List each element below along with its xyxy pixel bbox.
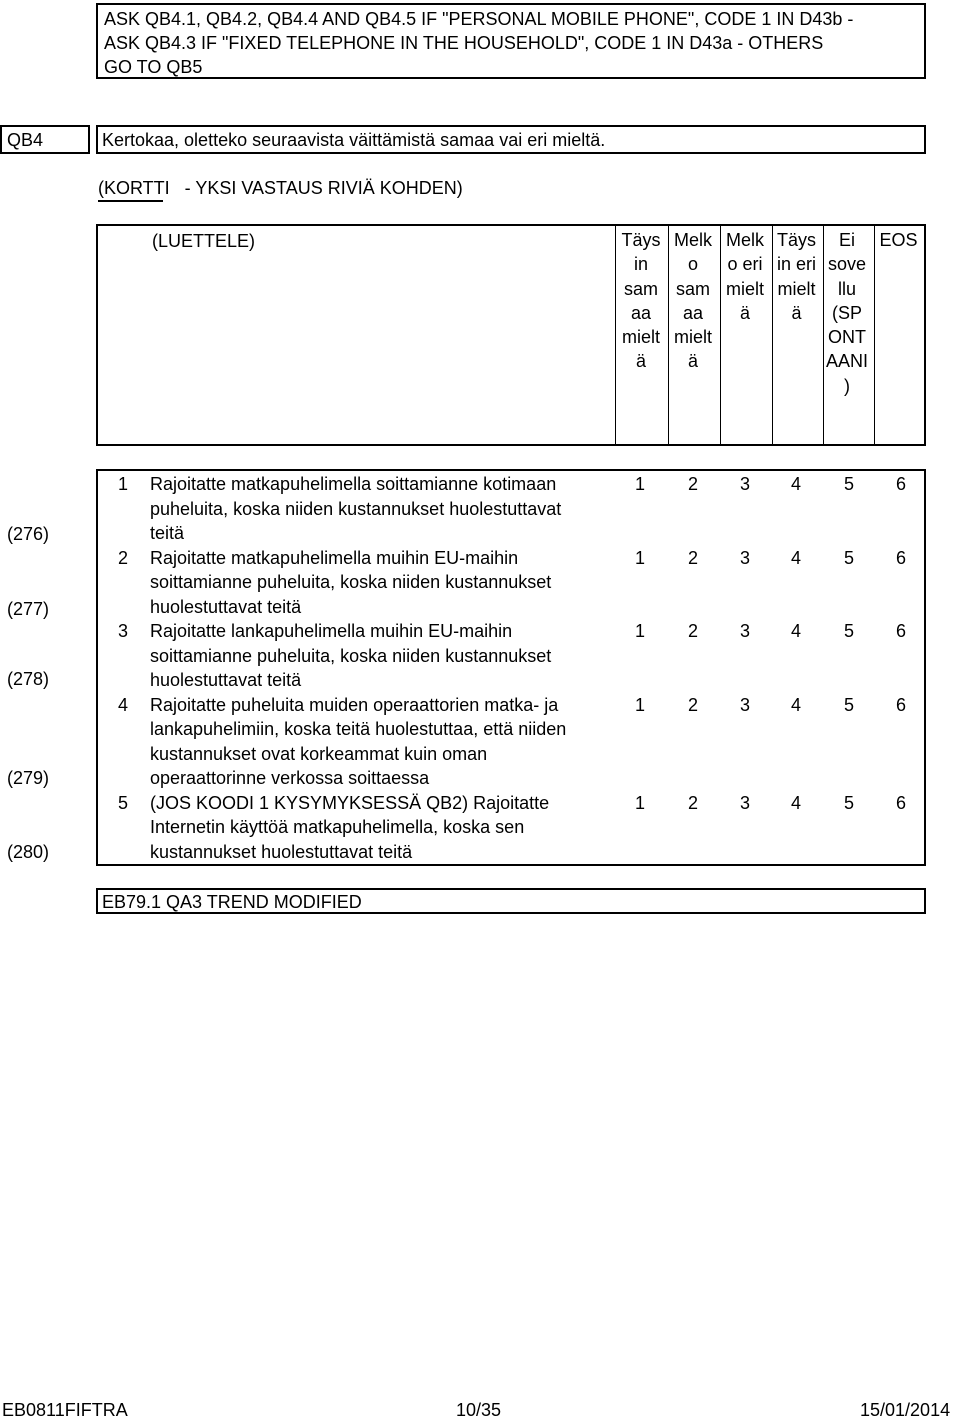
row-number: 4	[118, 695, 129, 715]
question-id: QB4	[7, 130, 44, 150]
row-text: huolestuttavat teitä	[150, 597, 302, 617]
footer-date: 15/01/2014	[860, 1400, 951, 1420]
column-header-strongly-agree: Täys in sam aa mielt ä	[621, 230, 661, 372]
answer-code[interactable]: 5	[843, 621, 854, 641]
trend-note: EB79.1 QA3 TREND MODIFIED	[102, 892, 362, 912]
row-text: Rajoitatte matkapuhelimella muihin EU-maihin	[150, 548, 519, 568]
answer-code[interactable]: 5	[843, 548, 854, 568]
row-text: operaattorinne verkossa soittaessa	[150, 768, 430, 788]
row-text: (JOS KOODI 1 KYSYMYKSESSÄ QB2) Rajoitatte	[150, 793, 550, 813]
answer-code[interactable]: 3	[739, 695, 750, 715]
row-ref: (277)	[7, 599, 50, 619]
row-text: Rajoitatte puheluita muiden operaattorien matka- ja	[150, 695, 559, 715]
list-label: (LUETTELE)	[152, 231, 256, 251]
card-instruction: (KORTTI - YKSI VASTAUS RIVIÄ KOHDEN)	[98, 178, 463, 198]
answer-code[interactable]: 6	[895, 621, 906, 641]
row-number: 3	[118, 621, 129, 641]
answer-code[interactable]: 4	[790, 548, 801, 568]
answer-code[interactable]: 5	[843, 793, 854, 813]
answer-code[interactable]: 4	[790, 474, 801, 494]
row-text: Internetin käyttöä matkapuhelimella, koska sen	[150, 817, 525, 837]
row-text: Rajoitatte lankapuhelimella muihin EU-maihin	[150, 621, 513, 641]
row-text: lankapuhelimiin, koska teitä huolestuttaa, että niiden	[150, 719, 567, 739]
question-id-box	[0, 125, 90, 154]
answer-code[interactable]: 6	[895, 474, 906, 494]
footer-page-number: 10/35	[456, 1400, 502, 1420]
answer-code[interactable]: 4	[790, 793, 801, 813]
row-text: huolestuttavat teitä	[150, 670, 302, 690]
routing-line: GO TO QB5	[104, 57, 203, 77]
column-header-strongly-disagree: Täys in eri mielt ä	[776, 230, 816, 323]
answer-code[interactable]: 2	[687, 793, 698, 813]
row-text: puheluita, koska niiden kustannukset huolestuttavat	[150, 499, 562, 519]
answer-code[interactable]: 6	[895, 793, 906, 813]
row-ref: (276)	[7, 524, 50, 544]
answer-code[interactable]: 5	[843, 695, 854, 715]
routing-instruction-box	[96, 3, 926, 79]
row-text: kustannukset ovat korkeammat kuin oman	[150, 744, 488, 764]
routing-line: ASK QB4.3 IF "FIXED TELEPHONE IN THE HOUSEHOLD", CODE 1 IN D43a - OTHERS	[104, 33, 824, 53]
answer-code[interactable]: 3	[739, 793, 750, 813]
answer-code[interactable]: 3	[739, 548, 750, 568]
row-text: kustannukset huolestuttavat teitä	[150, 842, 413, 862]
answer-code[interactable]: 5	[843, 474, 854, 494]
row-number: 2	[118, 548, 129, 568]
answer-code[interactable]: 1	[634, 474, 645, 494]
answer-code[interactable]: 3	[739, 474, 750, 494]
answer-code[interactable]: 1	[634, 548, 645, 568]
answer-code[interactable]: 3	[739, 621, 750, 641]
question-text: Kertokaa, oletteko seuraavista väittämistä samaa vai eri mieltä.	[102, 130, 606, 150]
card-instruction-underline	[98, 200, 163, 202]
answer-code[interactable]: 2	[687, 621, 698, 641]
column-header-not-applicable: Ei sove llu (SP ONT AANI )	[825, 230, 868, 396]
routing-line: ASK QB4.1, QB4.2, QB4.4 AND QB4.5 IF "PERSONAL MOBILE PHONE", CODE 1 IN D43b -	[104, 9, 854, 29]
answer-code[interactable]: 4	[790, 695, 801, 715]
answer-code[interactable]: 6	[895, 695, 906, 715]
answer-code[interactable]: 2	[687, 695, 698, 715]
row-ref: (278)	[7, 669, 50, 689]
row-text: Rajoitatte matkapuhelimella soittamianne kotimaan	[150, 474, 557, 494]
row-ref: (279)	[7, 768, 50, 788]
answer-code[interactable]: 1	[634, 793, 645, 813]
answer-code[interactable]: 1	[634, 695, 645, 715]
question-text-box	[96, 125, 926, 154]
answer-code[interactable]: 4	[790, 621, 801, 641]
row-text: teitä	[150, 523, 185, 543]
trend-note-box	[96, 888, 926, 914]
row-number: 5	[118, 793, 129, 813]
answer-code[interactable]: 2	[687, 548, 698, 568]
column-divider	[874, 226, 875, 444]
answer-code[interactable]: 2	[687, 474, 698, 494]
footer-doc-id: EB0811FIFTRA	[2, 1400, 128, 1420]
column-header-dont-know: EOS	[879, 230, 918, 250]
answer-code[interactable]: 1	[634, 621, 645, 641]
answer-code[interactable]: 6	[895, 548, 906, 568]
row-text: soittamianne puheluita, koska niiden kustannukset	[150, 572, 552, 592]
column-header-tend-to-agree: Melk o sam aa mielt ä	[673, 230, 712, 372]
row-ref: (280)	[7, 842, 50, 862]
column-header-tend-to-disagree: Melk o eri mielt ä	[725, 230, 764, 323]
row-number: 1	[118, 474, 129, 494]
row-text: soittamianne puheluita, koska niiden kustannukset	[150, 646, 552, 666]
